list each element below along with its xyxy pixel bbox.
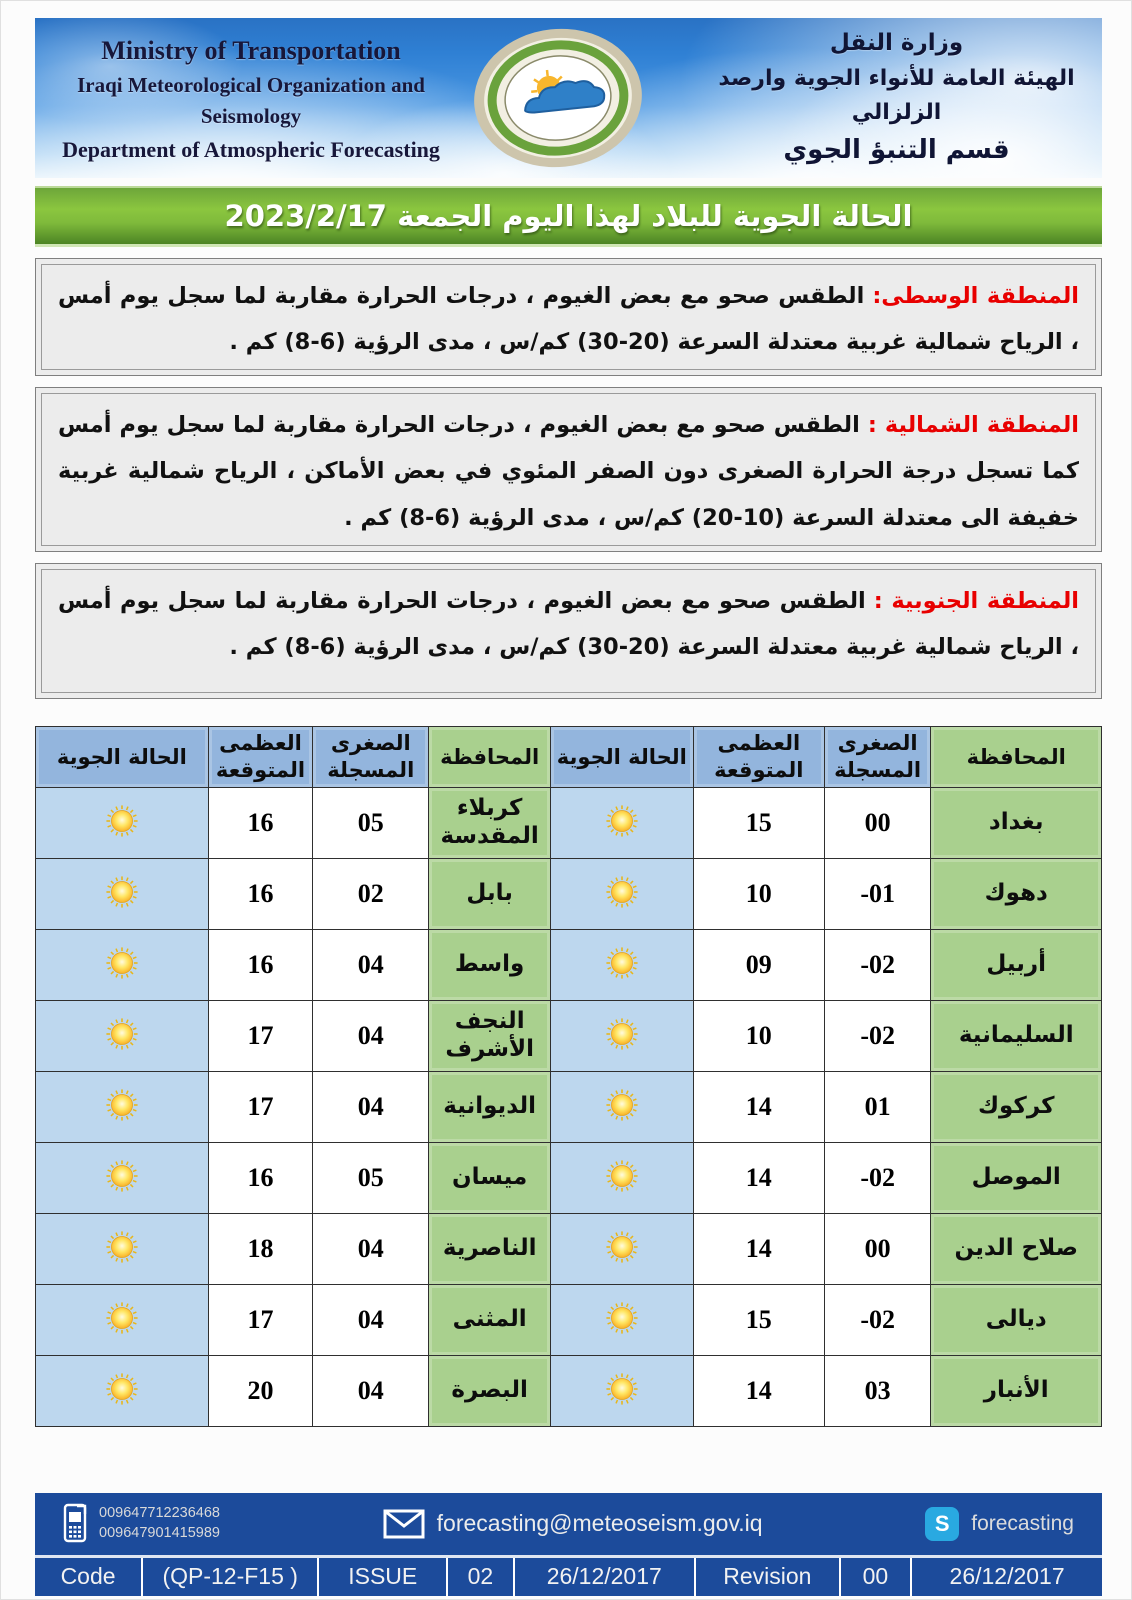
code-bar-segment: ISSUE [317,1558,446,1596]
governorate-name: كربلاء المقدسة [429,787,551,858]
max-temperature: 17 [208,1000,312,1071]
code-bar-segment: Revision [694,1558,839,1596]
code-bar-segment: 26/12/2017 [910,1558,1102,1596]
code-bar-segment: 00 [839,1558,911,1596]
min-temperature: 00 [824,787,931,858]
weather-condition-cell [36,1355,209,1426]
min-temperature: 04 [313,1284,429,1355]
weather-condition-cell [550,1355,693,1426]
governorate-name: البصرة [429,1355,551,1426]
table-row [36,1071,1102,1142]
governorate-name: السليمانية [931,1000,1102,1071]
weather-condition-cell [550,929,693,1000]
header-arabic-block [663,26,1102,170]
envelope-icon [383,1509,425,1539]
region-text-northern: الطقس صحو مع بعض الغيوم ، درجات الحرارة مقاربة لما سجل يوم أمس كما تسجل درجة الحرارة الصغرى دون الصفر المئوي في بعض الأماكن ، الرياح شمالية غربية خفيفة الى معتدلة السرعة (10-20) كم/س ، مدى الرؤية (6-8) كم . [58,412,1079,531]
column-header-condition-right: الحالة الجوية [550,726,693,787]
sun-icon [100,1367,144,1411]
skype-handle: forecasting [971,1511,1074,1535]
table-row [36,787,1102,858]
weather-condition-cell [36,858,209,929]
governorate-name: أربيل [931,929,1102,1000]
phone-icon [63,1503,89,1545]
email-contact [383,1509,763,1539]
column-header-min_recorded-left: الصغرى المسجلة [313,726,429,787]
sun-icon [100,870,144,914]
weather-condition-cell [36,929,209,1000]
ministry-name-ar: وزارة النقل [829,29,964,56]
sun-icon [100,1083,144,1127]
sun-icon [600,1296,644,1340]
governorate-name: الديوانية [429,1071,551,1142]
sun-icon [600,799,644,843]
weather-condition-cell [550,1000,693,1071]
column-header-max_expected-left: العظمى المتوقعة [208,726,312,787]
sun-icon [600,1012,644,1056]
skype-contact [925,1507,1074,1541]
footer [35,1493,1102,1596]
contact-bar [35,1493,1102,1555]
max-temperature: 16 [208,1142,312,1213]
weather-condition-cell [550,1213,693,1284]
max-temperature: 17 [208,1284,312,1355]
min-temperature: 04 [313,1213,429,1284]
weather-condition-cell [550,1071,693,1142]
max-temperature: 14 [693,1213,824,1284]
table-row [36,1000,1102,1071]
weather-table-body [36,787,1102,1426]
report-title: الحالة الجوية للبلاد لهذا اليوم الجمعة 2023/2/17 [224,199,913,233]
sun-icon [600,870,644,914]
max-temperature: 17 [208,1071,312,1142]
code-bar-segment: Code [60,1563,116,1590]
min-temperature: 05 [313,1142,429,1213]
ministry-name-en: Ministry of Transportation [101,35,401,65]
sun-icon [100,1012,144,1056]
region-label-central: المنطقة الوسطى: [872,283,1080,309]
min-temperature: 05 [313,787,429,858]
sun-icon [600,1083,644,1127]
sun-icon [600,1154,644,1198]
report-title-bar [35,186,1102,247]
weather-condition-cell [36,787,209,858]
max-temperature: 16 [208,929,312,1000]
governorate-name: النجف الأشرف [429,1000,551,1071]
governorate-name: كركوك [931,1071,1102,1142]
max-temperature: 16 [208,787,312,858]
governorate-name: المثنى [429,1284,551,1355]
organization-logo [453,27,663,169]
min-temperature: 03 [824,1355,931,1426]
min-temperature: -02 [824,1000,931,1071]
sun-icon [600,941,644,985]
phone-number-1: 009647712236468 [99,1505,220,1522]
governorate-name: بغداد [931,787,1102,858]
min-temperature: -01 [824,858,931,929]
governorate-name: ديالى [931,1284,1102,1355]
header-banner [35,18,1102,178]
column-header-min_recorded-right: الصغرى المسجلة [824,726,931,787]
sun-icon [100,1225,144,1269]
column-header-governorate-left: المحافظة [429,726,551,787]
skype-icon: S [925,1507,959,1541]
min-temperature: -02 [824,1142,931,1213]
sun-icon [100,941,144,985]
governorates-weather-table [35,726,1102,1427]
min-temperature: 04 [313,1355,429,1426]
weather-condition-cell [36,1142,209,1213]
governorate-name: دهوك [931,858,1102,929]
governorate-name: الناصرية [429,1213,551,1284]
max-temperature: 14 [693,1355,824,1426]
department-name-en: Department of Atmospheric Forecasting [62,136,440,162]
region-text-southern: الطقس صحو مع بعض الغيوم ، درجات الحرارة مقاربة لما سجل يوم أمس ، الرياح شمالية غربية معتدلة السرعة (20-30) كم/س ، مدى الرؤية (6-8) كم . [58,587,1079,660]
max-temperature: 14 [693,1142,824,1213]
weather-condition-cell [550,1284,693,1355]
table-row [36,1142,1102,1213]
min-temperature: 04 [313,929,429,1000]
table-header-row [36,726,1102,787]
max-temperature: 14 [693,1071,824,1142]
region-label-northern: المنطقة الشمالية : [867,412,1080,439]
min-temperature: 04 [313,1071,429,1142]
max-temperature: 10 [693,858,824,929]
max-temperature: 15 [693,1284,824,1355]
document-code-bar [35,1555,1102,1596]
governorate-name: ميسان [429,1142,551,1213]
code-bar-segment: (QP-12-F15 ) [141,1558,317,1596]
department-name-ar: قسم التنبؤ الجوي [783,134,1010,165]
governorate-name: واسط [429,929,551,1000]
min-temperature: 01 [824,1071,931,1142]
phone-number-2: 009647901415989 [99,1524,220,1541]
header-english-block [35,31,453,166]
email-address: forecasting@meteoseism.gov.iq [436,1510,763,1537]
min-temperature: -02 [824,1284,931,1355]
sun-icon [100,1296,144,1340]
weather-condition-cell [550,787,693,858]
weather-condition-cell [550,1142,693,1213]
table-row [36,858,1102,929]
sun-icon [100,1154,144,1198]
organization-name-ar: الهيئة العامة للأنواء الجوية وارصد الزلزالي [718,65,1075,125]
region-box-southern [35,563,1102,699]
max-temperature: 16 [208,858,312,929]
weather-condition-cell [36,1000,209,1071]
weather-condition-cell [36,1071,209,1142]
weather-condition-cell [36,1213,209,1284]
region-box-central [35,258,1102,376]
governorate-name: الأنبار [931,1355,1102,1426]
table-row [36,929,1102,1000]
governorate-name: بابل [429,858,551,929]
sun-icon [600,1367,644,1411]
region-text-central: الطقس صحو مع بعض الغيوم ، درجات الحرارة مقاربة لما سجل يوم أمس ، الرياح شمالية غربية معتدلة السرعة (20-30) كم/س ، مدى الرؤية (6-8) كم . [58,283,1079,356]
max-temperature: 20 [208,1355,312,1426]
code-bar-segment: 02 [446,1558,512,1596]
table-row [36,1355,1102,1426]
region-label-southern: المنطقة الجنوبية : [873,587,1080,614]
min-temperature: 04 [313,1000,429,1071]
sun-icon [600,1225,644,1269]
table-row [36,1284,1102,1355]
code-bar-segment: 26/12/2017 [513,1558,694,1596]
column-header-condition-left: الحالة الجوية [36,726,209,787]
table-row [36,1213,1102,1284]
min-temperature: 02 [313,858,429,929]
max-temperature: 15 [693,787,824,858]
weather-condition-cell [36,1284,209,1355]
max-temperature: 09 [693,929,824,1000]
sun-icon [100,799,144,843]
min-temperature: -02 [824,929,931,1000]
weather-condition-cell [550,858,693,929]
governorate-name: صلاح الدين [931,1213,1102,1284]
column-header-max_expected-right: العظمى المتوقعة [693,726,824,787]
region-box-northern [35,387,1102,551]
governorate-name: الموصل [931,1142,1102,1213]
organization-name-en: Iraqi Meteorological Organization and Seismology [77,72,425,128]
phone-contact [63,1503,220,1545]
max-temperature: 10 [693,1000,824,1071]
min-temperature: 00 [824,1213,931,1284]
column-header-governorate-right: المحافظة [931,726,1102,787]
max-temperature: 18 [208,1213,312,1284]
